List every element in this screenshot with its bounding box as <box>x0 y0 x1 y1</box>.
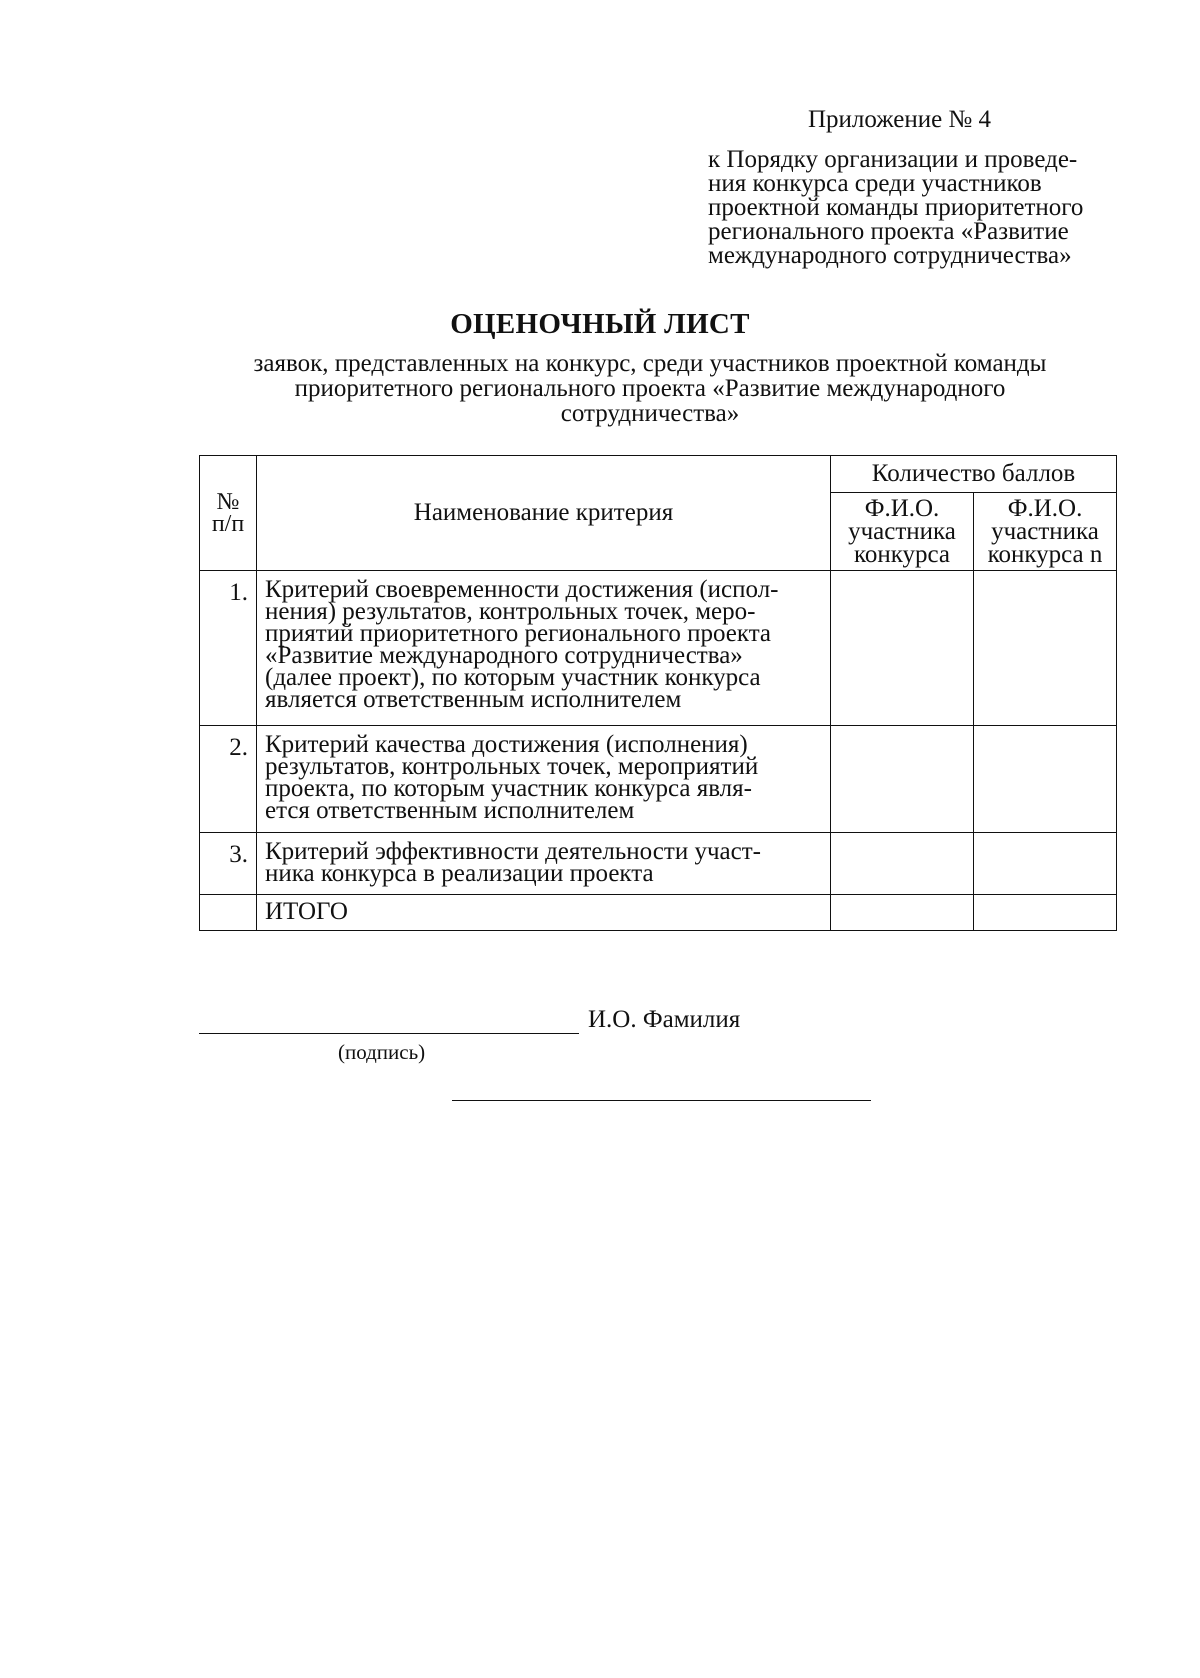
row-number: 2. <box>200 726 257 833</box>
header-number <box>200 456 257 571</box>
score-cell[interactable] <box>974 726 1117 833</box>
score-cell[interactable] <box>831 571 974 726</box>
signature-line[interactable] <box>199 1033 579 1034</box>
annex-line: к Порядку организации и проведе- <box>708 146 1078 173</box>
annex-title: Приложение № 4 <box>808 106 992 133</box>
total-number-cell <box>200 895 257 931</box>
row-number: 3. <box>200 833 257 895</box>
row-criterion <box>257 833 831 895</box>
criterion-line: Критерий эффективности деятельности участ- <box>265 838 761 865</box>
table-header-row <box>200 456 1117 493</box>
criterion-line: нения) результатов, контрольных точек, меро- <box>265 598 756 625</box>
signatory-name: И.О. Фамилия <box>588 1006 741 1033</box>
header-participant-line: конкурса <box>853 541 951 568</box>
signature-caption: (подпись) <box>338 1040 426 1064</box>
header-score: Количество баллов <box>831 456 1117 493</box>
row-number: 1. <box>200 571 257 726</box>
total-score-cell[interactable] <box>831 895 974 931</box>
criterion-line: проекта, по которым участник конкурса явля- <box>265 775 752 802</box>
header-participant-line: участника <box>848 518 956 545</box>
evaluation-table <box>199 455 1117 931</box>
annex-line: международного сотрудничества» <box>708 242 1072 269</box>
table-row <box>200 726 1117 833</box>
total-score-cell[interactable] <box>974 895 1117 931</box>
table-total-row <box>200 895 1117 931</box>
row-criterion <box>257 726 831 833</box>
document-title: ОЦЕНОЧНЫЙ ЛИСТ <box>450 308 750 340</box>
score-cell[interactable] <box>831 833 974 895</box>
criterion-line: «Развитие международного сотрудничества» <box>265 642 743 669</box>
header-number-line: п/п <box>211 511 245 537</box>
header-participant-line: конкурса n <box>987 541 1103 568</box>
annex-line: ния конкурса среди участников <box>708 170 1042 197</box>
criterion-line: приятий приоритетного регионального проекта <box>265 620 772 647</box>
criterion-line: (далее проект), по которым участник конкурса <box>265 664 761 691</box>
header-number-line: № <box>216 489 240 515</box>
table-row <box>200 571 1117 726</box>
row-criterion <box>257 571 831 726</box>
criterion-line: Критерий качества достижения (исполнения) <box>265 731 748 758</box>
header-participant-1 <box>831 493 974 571</box>
annex-line: проектной команды приоритетного <box>708 194 1084 221</box>
criterion-line: ника конкурса в реализации проекта <box>265 860 654 887</box>
document-subtitle-line: заявок, представленных на конкурс, среди участников проектной команды <box>253 350 1047 377</box>
score-cell[interactable] <box>974 833 1117 895</box>
document-subtitle-line: сотрудничества» <box>560 400 740 427</box>
header-criterion: Наименование критерия <box>257 456 831 571</box>
bottom-rule <box>452 1100 871 1101</box>
document-subtitle-line: приоритетного регионального проекта «Развитие международного <box>294 375 1006 402</box>
header-participant-line: Ф.И.О. <box>1007 495 1083 522</box>
header-participant-line: участника <box>991 518 1099 545</box>
header-participant-line: Ф.И.О. <box>864 495 940 522</box>
total-label: ИТОГО <box>257 895 831 931</box>
annex-line: регионального проекта «Развитие <box>708 218 1069 245</box>
criterion-line: является ответственным исполнителем <box>265 686 682 713</box>
score-cell[interactable] <box>974 571 1117 726</box>
criterion-line: результатов, контрольных точек, мероприятий <box>265 753 759 780</box>
table-row <box>200 833 1117 895</box>
score-cell[interactable] <box>831 726 974 833</box>
criterion-line: ется ответственным исполнителем <box>265 797 635 824</box>
criterion-line: Критерий своевременности достижения (испол- <box>265 576 779 603</box>
header-participant-n <box>974 493 1117 571</box>
